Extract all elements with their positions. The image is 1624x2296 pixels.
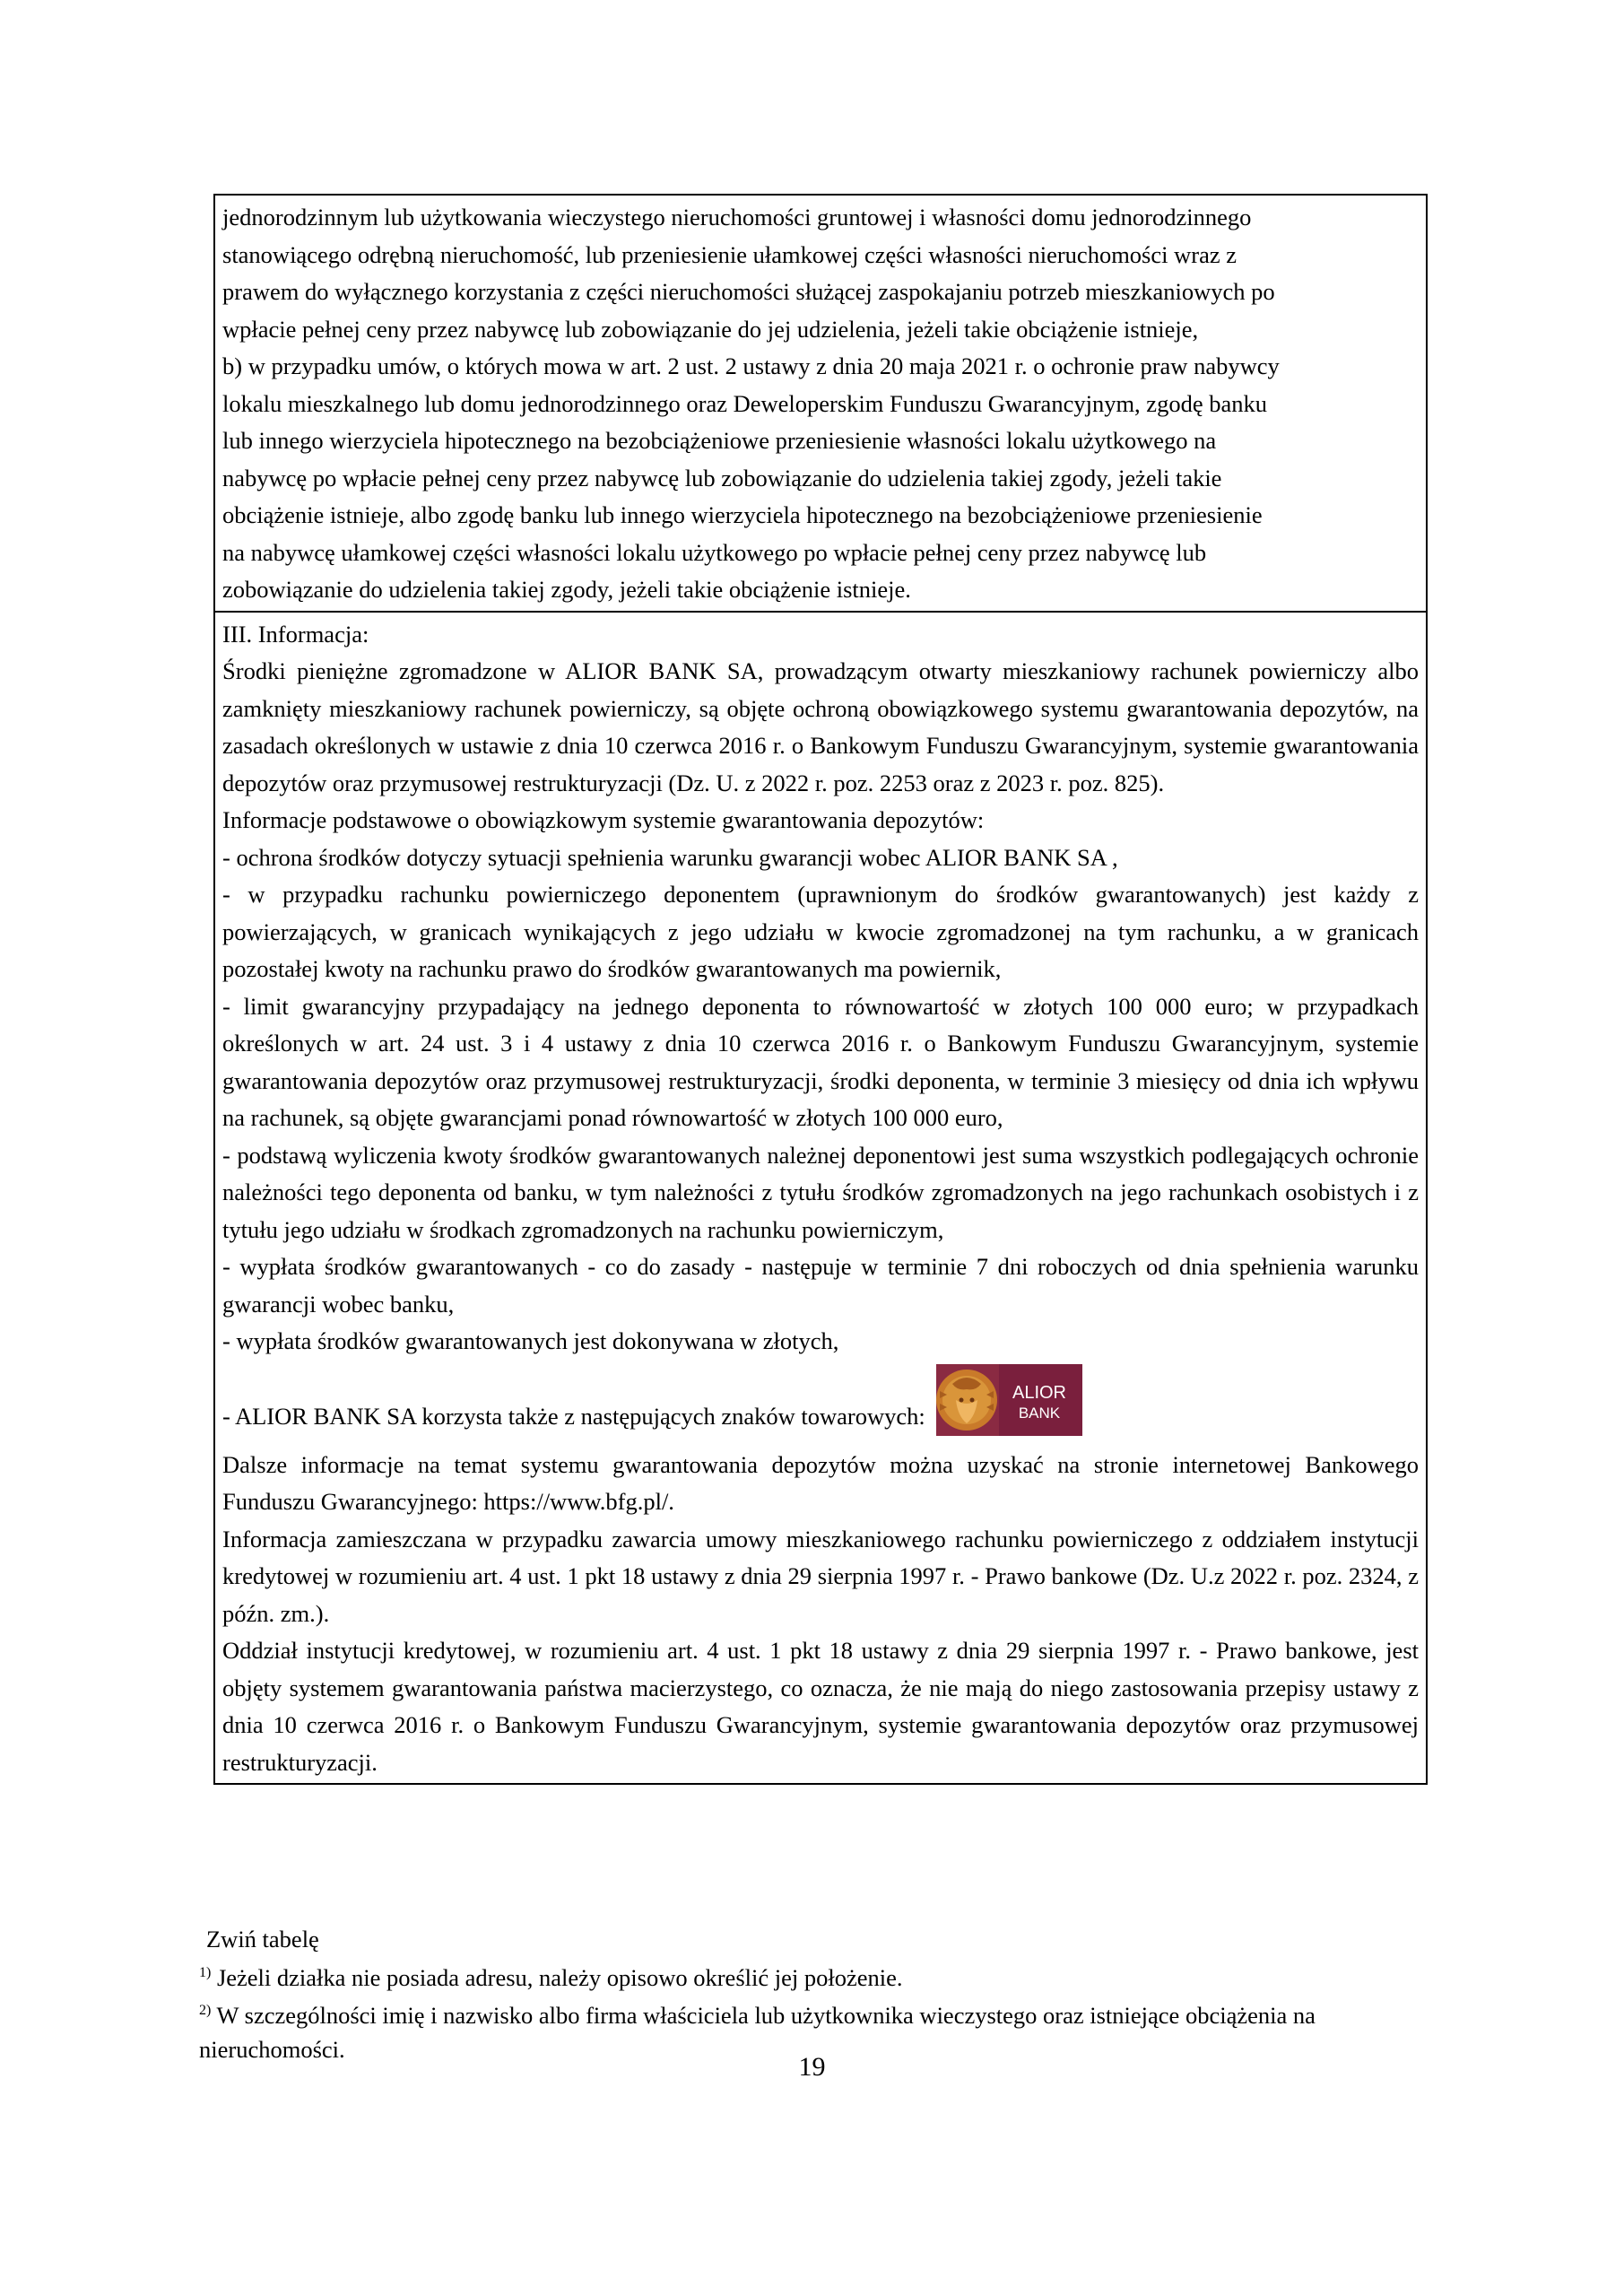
paragraph-deposit-protection: Środki pieniężne zgromadzone w ALIOR BANK SA, prowadzącym otwarty mieszkaniowy rachunek powierniczy albo zamknięty mieszkaniowy rachunek powierniczy, są objęte ochroną obowiązkowego systemu gwarantowania depozytów, na zasadach określonych w ustawie z dnia 10 czerwca 2016 r. o Bankowym Funduszu Gwarancyjnym, systemie gwarantowania depozytów oraz przymusowej restrukturyzacji (Dz. U. z 2022 r. poz. 2253 oraz z 2023 r. poz. 825). <box>222 657 1419 796</box>
footnote-mark: 2) <box>199 2003 212 2019</box>
page-number: 19 <box>798 2052 826 2082</box>
footnote-text: W szczególności imię i nazwisko albo firma właściciela lub użytkownika wieczystego oraz istniejące obciążenia na nieruchomości. <box>199 2002 1316 2063</box>
table-cell-information <box>215 611 1426 1784</box>
line: na nabywcę ułamkowej części własności lokalu użytkowego po wpłacie pełnej ceny przez nabywcę lub <box>222 538 1207 566</box>
paragraph-basic-info: Informacje podstawowe o obowiązkowym systemie gwarantowania depozytów: <box>222 806 985 833</box>
line: jednorodzinnym lub użytkowania wieczystego nieruchomości gruntowej i własności domu jednorodzinnego <box>222 204 1252 230</box>
collapse-table-link[interactable]: Zwiń tabelę <box>206 1926 319 1952</box>
line: wpłacie pełnej ceny przez nabywcę lub zobowiązanie do jej udzielenia, jeżeli takie obciążenie istnieje, <box>222 315 1199 343</box>
alior-bank-logo <box>936 1364 1082 1436</box>
footnote-1 <box>199 1961 1437 1995</box>
line: prawem do wyłącznego korzystania z części nieruchomości służącej zaspokajaniu potrzeb mieszkaniowych po <box>222 278 1275 305</box>
bullet-item: - limit gwarancyjny przypadający na jednego deponenta to równowartość w złotych 100 000 euro; w przypadkach określonych w art. 24 ust. 3 i 4 ustawy z dnia 10 czerwca 2016 r. o Bankowym Funduszu Gwarancyjnym, systemie gwarantowania depozytów oraz przymusowej restrukturyzacji, środki deponenta, w terminie 3 miesięcy od dnia ich wpływu na rachunek, są objęte gwarancjami ponad równowartość w złotych 100 000 euro, <box>222 992 1419 1131</box>
bullet-item: - podstawą wyliczenia kwoty środków gwarantowanych należnej deponentowi jest suma wszystkich podlegających ochronie należności tego deponenta od banku, w tym należności z tytułu środków zgromadzonych na jego rachunkach osobistych i z tytułu jego udziału w środkach zgromadzonych na rachunku powierniczym, <box>222 1141 1419 1243</box>
trademark-line <box>222 1362 1419 1436</box>
line: nabywcę po wpłacie pełnej ceny przez nabywcę lub zobowiązanie do udzielenia takiej zgody, jeżeli takie <box>222 464 1222 491</box>
bullet-item: - wypłata środków gwarantowanych - co do zasady - następuje w terminie 7 dni roboczych od dnia spełnienia warunku gwarancji wobec banku, <box>222 1253 1419 1318</box>
line: stanowiącego odrębną nieruchomość, lub przeniesienie ułamkowej części własności nieruchomości wraz z <box>222 240 1237 268</box>
footnote-text: Jeżeli działka nie posiada adresu, należy opisowo określić jej położenie. <box>211 1964 903 1991</box>
logo-text-bank: BANK <box>1018 1404 1060 1422</box>
bullet-item: - w przypadku rachunku powierniczego deponentem (uprawnionym do środków gwarantowanych) jest każdy z powierzających, w granicach wynikających z jego udziału w kwocie zgromadzonej na tym rachunku, a w granicach pozostałej kwoty na rachunku prawo do środków gwarantowanych ma powiernik, <box>222 881 1419 982</box>
paragraph-branch-info: Informacja zamieszczana w przypadku zawarcia umowy mieszkaniowego rachunku powierniczego z oddziałem instytucji kredytowej w rozumieniu art. 4 ust. 1 pkt 18 ustawy z dnia 29 sierpnia 1997 r. - Prawo bankowe (Dz. U.z 2022 r. poz. 2324, z późn. zm.). <box>222 1525 1419 1627</box>
footnote-mark: 1) <box>199 1965 212 1981</box>
line: obciążenie istnieje, albo zgodę banku lub innego wierzyciela hipotecznego na bezobciążeniowe przeniesienie <box>222 501 1263 528</box>
information-table <box>213 194 1428 1785</box>
table-cell-continuation <box>215 196 1426 611</box>
section-heading: III. Informacja: <box>222 620 369 648</box>
line: zobowiązanie do udzielenia takiej zgody, jeżeli takie obciążenie istnieje. <box>222 576 911 603</box>
logo-text-alior: ALIOR <box>1012 1382 1066 1403</box>
paragraph-further-info: Dalsze informacje na temat systemu gwarantowania depozytów można uzyskać na stronie internetowej Bankowego Funduszu Gwarancyjnego: https://www.bfg.pl/. <box>222 1450 1419 1515</box>
line: lokalu mieszkalnego lub domu jednorodzinnego oraz Deweloperskim Funduszu Gwarancyjnym, zgodę banku <box>222 389 1267 417</box>
line: lub innego wierzyciela hipotecznego na bezobciążeniowe przeniesienie własności lokalu użytkowego na <box>222 427 1217 454</box>
bullet-item: - ochrona środków dotyczy sytuacji spełnienia warunku gwarancji wobec ALIOR BANK SA , <box>222 843 1118 871</box>
bullet-item: - wypłata środków gwarantowanych jest dokonywana w złotych, <box>222 1327 839 1354</box>
paragraph-branch-guarantee: Oddział instytucji kredytowej, w rozumieniu art. 4 ust. 1 pkt 18 ustawy z dnia 29 sierpnia 1997 r. - Prawo bankowe, jest objęty systemem gwarantowania państwa macierzystego, co oznacza, że nie mają do niego zastosowania przepisy ustawy z dnia 10 czerwca 2016 r. o Bankowym Funduszu Gwarancyjnym, systemie gwarantowania depozytów oraz przymusowej restrukturyzacji. <box>222 1637 1419 1776</box>
trademark-text: - ALIOR BANK SA korzysta także z następujących znaków towarowych: <box>222 1403 925 1430</box>
line: b) w przypadku umów, o których mowa w art. 2 ust. 2 ustawy z dnia 20 maja 2021 r. o ochronie praw nabywcy <box>222 352 1280 379</box>
